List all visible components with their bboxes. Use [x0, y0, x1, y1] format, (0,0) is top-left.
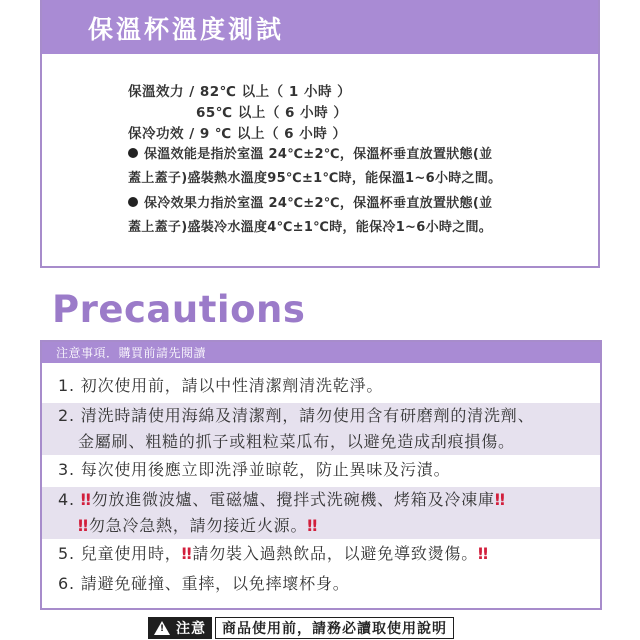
- temperature-card: [40, 0, 600, 268]
- spec-heat-6h: 65℃ 以上（ 6 小時 ）: [196, 105, 348, 121]
- list-item: 1. 初次使用前，請以中性清潔劑清洗乾淨。: [58, 376, 384, 395]
- list-item: 3. 每次使用後應立即洗淨並晾乾，防止異味及污漬。: [58, 460, 451, 479]
- warning-icon: ‼: [494, 490, 506, 509]
- bullet-icon: [128, 197, 138, 207]
- bullet-icon: [128, 148, 138, 158]
- warning-triangle-icon: !: [154, 621, 170, 635]
- list-item: 5. 兒童使用時，‼請勿裝入過熱飲品，以避免導致燙傷。‼: [58, 544, 489, 563]
- footer-notice: [148, 617, 454, 639]
- spec-cold-6h: 保冷功效 / 9 ℃ 以上（ 6 小時 ）: [128, 126, 347, 142]
- warning-icon: ‼: [78, 516, 89, 535]
- temperature-header: [42, 0, 598, 54]
- spec-heat-1h: 保溫效力 / 82℃ 以上（ 1 小時 ）: [128, 84, 352, 100]
- precautions-subtitle: 注意事項．購買前請先閱讀: [56, 346, 207, 360]
- note-cold: 保冷效果力指於室溫 24℃±2℃，保溫杯垂直放置狀態(並 蓋上蓋子)盛裝冷水溫度4℃±1℃時，能保冷1~6小時之間。: [128, 196, 493, 235]
- caution-badge: ! 注意: [148, 617, 212, 639]
- footer-text: 商品使用前，請務必讀取使用說明: [215, 617, 454, 639]
- list-item: 6. 請避免碰撞、重摔，以免摔壞杯身。: [58, 574, 350, 593]
- note-heat: 保溫效能是指於室溫 24℃±2℃，保溫杯垂直放置狀態(並 蓋上蓋子)盛裝熱水溫度95℃±1℃時，能保溫1~6小時之間。: [128, 147, 502, 186]
- warning-icon: ‼: [307, 516, 319, 535]
- precautions-subtitle-bar: [42, 342, 600, 363]
- list-item: 4. ‼勿放進微波爐、電磁爐、攪拌式洗碗機、烤箱及冷凍庫‼ ‼勿急冷急熱，請勿接近火源。‼: [42, 487, 600, 539]
- precautions-title: Precautions: [52, 288, 306, 331]
- warning-icon: ‼: [181, 544, 193, 563]
- warning-icon: ‼: [80, 490, 92, 509]
- temperature-title: 保溫杯溫度測試: [88, 15, 285, 44]
- list-item: 2. 清洗時請使用海綿及清潔劑，請勿使用含有研磨劑的清洗劑、 金屬刷、粗糙的抓子或粗粒菜瓜布，以避免造成刮痕損傷。: [42, 403, 600, 455]
- precautions-card: [40, 340, 602, 610]
- warning-icon: ‼: [478, 544, 489, 563]
